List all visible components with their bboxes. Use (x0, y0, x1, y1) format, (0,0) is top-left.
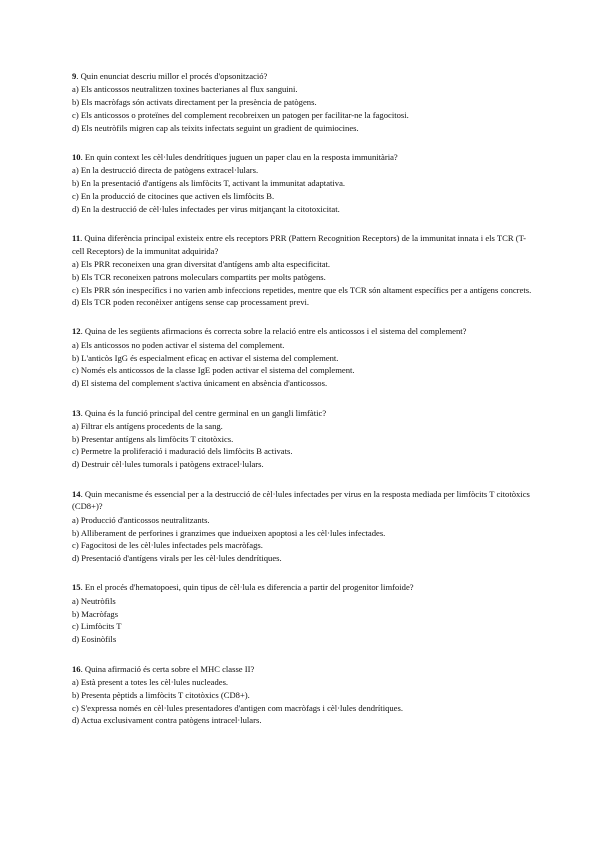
option-c: c) S'expressa només en cèl·lules presentadores d'antigen com macròfags i cèl·lules dendrítiques. (72, 702, 403, 713)
question-title (72, 325, 532, 338)
option-d: d) Eosinòfils (72, 634, 117, 645)
question-text: . Quin enunciat descriu millor el procés d'opsonització? (76, 71, 268, 81)
option-a: a) Filtrar els antígens procedents de la sang. (72, 420, 223, 431)
option-b: b) Presentar antígens als limfòcits T citotòxics. (72, 433, 234, 444)
question-11 (72, 232, 532, 309)
question-title (72, 488, 532, 514)
question-text: . Quina és la funció principal del centre germinal en un gangli limfàtic? (80, 407, 327, 418)
question-text: . Quina afirmació és certa sobre el MHC classe II? (80, 663, 255, 674)
option-c: c) Permetre la proliferació i maduració dels limfòcits B activats. (72, 446, 293, 457)
option-c: c) Fagocitosi de les cèl·lules infectades pels macròfags. (72, 540, 263, 551)
option-c: c) Limfòcits T (72, 621, 122, 632)
question-15 (72, 581, 532, 646)
question-text: . Quina diferència principal existeix entre els receptors PRR (Pattern Recognition Receptors) de la immunitat innata i els TCR (T-cell Receptors) de la immunitat adquirida? (72, 233, 526, 256)
question-13 (72, 407, 532, 472)
option-b: b) En la presentació d'antígens als limfòcits T, activant la immunitat adaptativa. (72, 178, 346, 189)
question-text: . En el procés d'hematopoesi, quin tipus de cèl·lula es diferencia a partir del progenitor limfoide? (80, 582, 414, 593)
option-c: c) Els PRR són inespecífics i no varien amb infeccions repetides, mentre que els TCR són altament específics per a antígens concrets. (72, 284, 532, 295)
question-text: . En quin context les cèl·lules dendrítiques juguen un paper clau en la resposta immunitària? (80, 152, 398, 163)
option-a: a) Els anticossos no poden activar el sistema del complement. (72, 339, 285, 350)
question-title (72, 663, 532, 676)
question-title (72, 232, 532, 257)
exam-page (72, 70, 532, 744)
question-title (72, 407, 532, 420)
option-b: b) Els macròfags són activats directament per la presència de patògens. (72, 97, 317, 108)
option-a: a) Els anticossos neutralitzen toxines bacterianes al flux sanguini. (72, 84, 298, 95)
option-b: b) Alliberament de perforines i granzimes que indueixen apoptosi a les cèl·lules infectades. (72, 527, 386, 538)
option-c: c) Només els anticossos de la classe IgE poden activar el sistema del complement. (72, 365, 355, 376)
option-a: a) Està present a totes les cèl·lules nucleades. (72, 676, 229, 687)
question-number: 10 (72, 152, 81, 163)
question-9 (72, 70, 532, 135)
question-14 (72, 488, 532, 565)
option-b: b) Els TCR reconeixen patrons moleculars compartits per molts patògens. (72, 271, 326, 282)
option-d: d) El sistema del complement s'activa únicament en absència d'anticossos. (72, 378, 328, 389)
question-16 (72, 663, 532, 728)
question-title (72, 151, 532, 164)
question-12 (72, 325, 532, 390)
question-title (72, 70, 532, 83)
question-number: 16 (72, 663, 81, 674)
option-d: d) Els neutròfils migren cap als teixits infectats seguint un gradient de quimiocines. (72, 122, 359, 133)
option-b: b) L'anticòs IgG és especialment eficaç en activar el sistema del complement. (72, 352, 339, 363)
question-text: . Quin mecanisme és essencial per a la destrucció de cèl·lules infectades per virus en la resposta mediada per limfòcits T citotòxics (CD8+)? (72, 488, 530, 512)
option-a: a) Producció d'anticossos neutralitzants. (72, 514, 210, 525)
question-number: 14 (72, 488, 81, 499)
option-d: d) Presentació d'antígens virals per les cèl·lules dendrítiques. (72, 553, 282, 564)
question-number: 11 (72, 233, 81, 244)
option-c: c) En la producció de citocines que activen els limfòcits B. (72, 191, 275, 202)
option-a: a) Els PRR reconeixen una gran diversitat d'antígens amb alta especificitat. (72, 258, 331, 269)
option-a: a) En la destrucció directa de patògens extracel·lulars. (72, 165, 259, 176)
question-number: 12 (72, 326, 81, 337)
option-d: d) Els TCR poden reconèixer antígens sense cap processament previ. (72, 297, 310, 308)
question-number: 9 (72, 71, 77, 81)
option-d: d) En la destrucció de cèl·lules infectades per virus mitjançant la citotoxicitat. (72, 203, 340, 214)
question-title (72, 581, 532, 594)
option-d: d) Actua exclusivament contra patògens intracel·lulars. (72, 715, 262, 726)
option-d: d) Destruir cèl·lules tumorals i patògens extracel·lulars. (72, 459, 264, 470)
option-a: a) Neutròfils (72, 595, 116, 606)
question-text: . Quina de les següents afirmacions és correcta sobre la relació entre els anticossos i el sistema del complement? (80, 326, 467, 337)
option-b: b) Macròfags (72, 608, 119, 619)
option-c: c) Els anticossos o proteïnes del complement recobreixen un patogen per facilitar-ne la fagocitosi. (72, 109, 409, 120)
question-number: 15 (72, 582, 81, 593)
option-b: b) Presenta pèptids a limfòcits T citotòxics (CD8+). (72, 689, 250, 700)
question-number: 13 (72, 407, 81, 418)
question-10 (72, 151, 532, 216)
